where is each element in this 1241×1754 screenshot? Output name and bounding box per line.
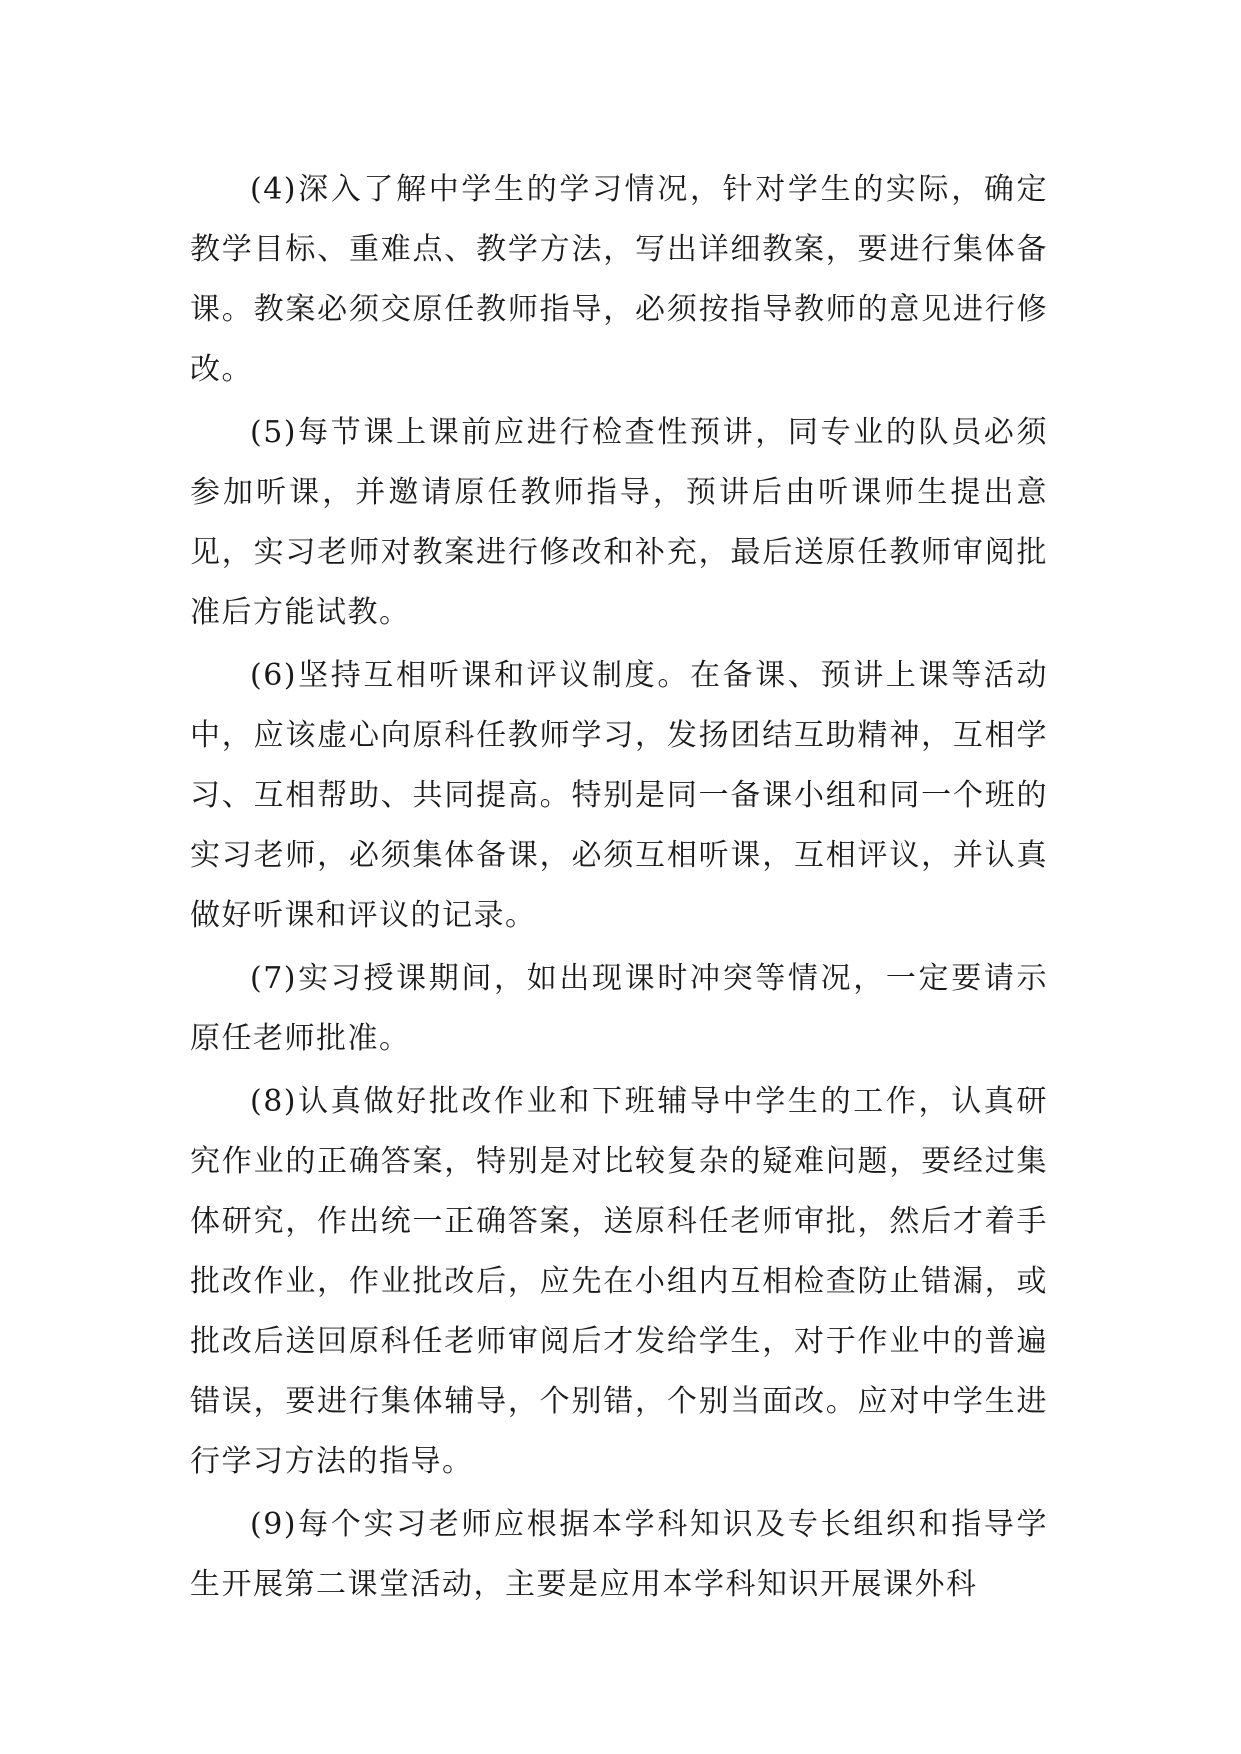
- paragraph-4: (4)深入了解中学生的学习情况，针对学生的实际，确定教学目标、重难点、教学方法，写出详细教案，要进行集体备课。教案必须交原任教师指导，必须按指导教师的意见进行修改。: [190, 172, 1048, 387]
- paragraph-7: (7)实习授课期间，如出现课时冲突等情况，一定要请示原任老师批准。: [190, 961, 1048, 1056]
- paragraph-6: (6)坚持互相听课和评议制度。在备课、预讲上课等活动中，应该虚心向原科任教师学习，发扬团结互助精神，互相学习、互相帮助、共同提高。特别是同一备课小组和同一个班的实习老师，必须集体备课，必须互相听课，互相评议，并认真做好听课和评议的记录。: [190, 658, 1048, 933]
- paragraph-9: (9)每个实习老师应根据本学科知识及专长组织和指导学生开展第二课堂活动，主要是应用本学科知识开展课外科: [190, 1507, 1048, 1602]
- paragraph-5: (5)每节课上课前应进行检查性预讲，同专业的队员必须参加听课，并邀请原任教师指导，预讲后由听课师生提出意见，实习老师对教案进行修改和补充，最后送原任教师审阅批准后方能试教。: [190, 415, 1048, 630]
- document-body: [190, 160, 1048, 1615]
- paragraph-8: (8)认真做好批改作业和下班辅导中学生的工作，认真研究作业的正确答案，特别是对比较复杂的疑难问题，要经过集体研究，作出统一正确答案，送原科任老师审批，然后才着手批改作业，作业批改后，应先在小组内互相检查防止错漏，或批改后送回原科任老师审阅后才发给学生，对于作业中的普遍错误，要进行集体辅导，个别错，个别当面改。应对中学生进行学习方法的指导。: [190, 1084, 1048, 1479]
